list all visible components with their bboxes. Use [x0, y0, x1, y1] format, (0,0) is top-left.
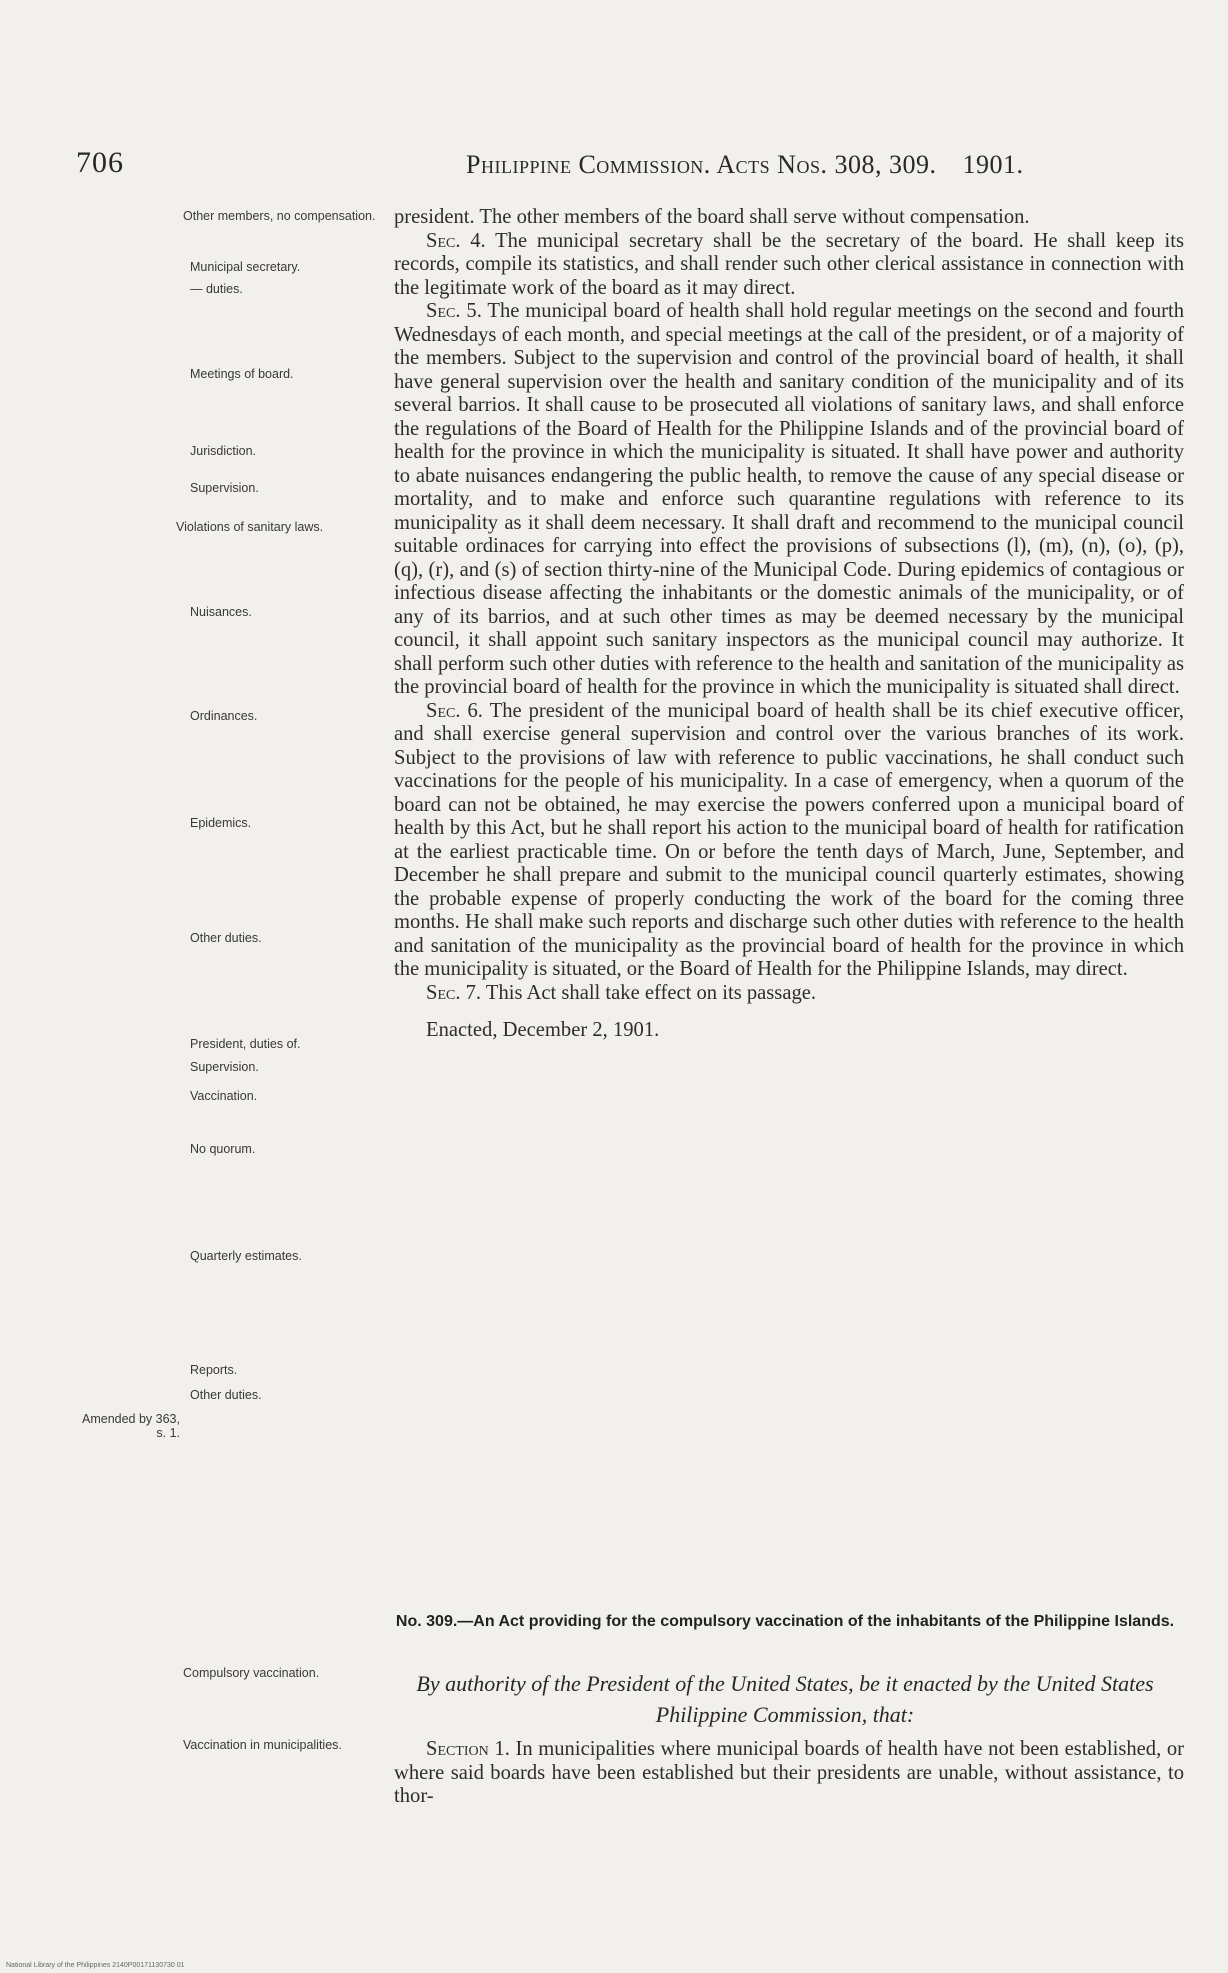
- margin-note-epidemics: Epidemics.: [190, 816, 252, 830]
- margin-note-compulsory: Compulsory vaccination.: [183, 1666, 320, 1680]
- section-4-label: Sec. 4.: [426, 229, 486, 252]
- margin-note-other-members: Other members, no compensation.: [183, 209, 376, 223]
- margin-note-quarterly: Quarterly estimates.: [190, 1249, 302, 1263]
- margin-note-supervision-2: Supervision.: [190, 1060, 259, 1074]
- section-5: [394, 300, 1184, 700]
- margin-note-municipal-secretary: Municipal secretary.: [190, 260, 301, 274]
- running-head-text: Philippine Commission. Acts Nos. 308, 309.: [466, 150, 937, 179]
- margin-note-reports: Reports.: [190, 1363, 238, 1377]
- section-4: [394, 230, 1184, 301]
- act-309-body: [394, 1738, 1184, 1809]
- section-7-label: Sec. 7.: [426, 981, 482, 1004]
- enacted-date: Enacted, December 2, 1901.: [426, 1019, 660, 1041]
- section-7: [394, 982, 1184, 1006]
- margin-note-ordinances: Ordinances.: [190, 709, 258, 723]
- section-5-text: The municipal board of health shall hold regular meetings on the second and fourth Wednesdays of each month, and special meetings at the call of the president, or of a majority of the members. Subject to the supervision and control of the provincial board of health, it shall have general supervision over the health and sanitary condition of the municipality and of its several barrios. It shall cause to be prosecuted all violations of sanitary laws, and shall enforce the regulations of the Board of Health for the Philippine Islands and of the provincial board of health for the province in which the municipality is situated. It shall have power and authority to abate nuisances endangering the public health, to remove the cause of any special disease or mortality, and to make and enforce such quarantine regulations with reference to its municipality as it shall deem necessary. It shall draft and recommend to the municipal council suitable ordinaces for carrying into effect the provisions of subsections (l), (m), (n), (o), (p), (q), (r), and (s) of section thirty-nine of the Municipal Code. During epidemics of contagious or infectious disease affecting the inhabitants or the domestic animals of the municipality, or of any of its barrios, and at such other times as may be deemed necessary by the municipal council, it shall appoint such sanitary inspectors as the municipal council may authorize. It shall perform such other duties with reference to the health and sanitation of the municipality as the provincial board of health for the province in which the municipality is situated shall direct.: [394, 300, 1184, 698]
- section-6-text: The president of the municipal board of health shall be its chief executive officer, and shall exercise general supervision and control over the various branches of its work. Subject to the provisions of law with reference to public vaccinations, he shall conduct such vaccinations for the people of his municipality. In a case of emergency, when a quorum of the board can not be obtained, he may exercise the powers conferred upon a municipal board of health by this Act, but he shall report his action to the municipal board of health for ratification at the earliest practicable time. On or before the tenth days of March, June, September, and December he shall prepare and submit to the municipal council quarterly estimates, showing the probable expense of properly conducting the work of the board for the coming three months. He shall make such reports and discharge such other duties with reference to the health and sanitation of the municipality as the provincial board of health for the province in which the municipality is situated, or the Board of Health for the Philippine Islands, may direct.: [394, 699, 1184, 980]
- page-number: 706: [76, 146, 124, 179]
- section-4-text: The municipal secretary shall be the secretary of the board. He shall keep its records, compile its statistics, and shall render such other clerical assistance in connection with the legitimate work of the board as it may direct.: [394, 229, 1184, 299]
- act-309-section-1-text: In municipalities where municipal boards of health have not been established, or where said boards have been established but their presidents are unable, without assistance, to thor-: [394, 1738, 1184, 1807]
- act-309-section-1-label: Section 1.: [426, 1738, 510, 1760]
- page-header: [76, 146, 1156, 182]
- margin-note-duties: — duties.: [190, 282, 243, 296]
- paragraph-compensation: president. The other members of the board shall serve without compensation.: [394, 206, 1030, 228]
- section-6: [394, 700, 1184, 982]
- margin-note-other-duties: Other duties.: [190, 931, 262, 945]
- margin-note-meetings: Meetings of board.: [190, 367, 294, 381]
- margin-note-violations: Violations of sanitary laws.: [176, 520, 324, 534]
- margin-note-president-duties: President, duties of.: [190, 1037, 301, 1051]
- margin-note-jurisdiction: Jurisdiction.: [190, 444, 256, 458]
- running-head: [466, 150, 1023, 180]
- act-309-title: No. 309.—An Act providing for the compulsory vaccination of the inhabitants of the Philippine Islands.: [395, 1613, 1175, 1630]
- library-stamp: National Library of the Philippines 2140P00171130730 01: [6, 1962, 185, 1969]
- act-309-section-1: [394, 1738, 1184, 1809]
- margin-note-supervision: Supervision.: [190, 481, 259, 495]
- margin-note-vaccination: Vaccination.: [190, 1089, 258, 1103]
- act-309-enacting-clause: By authority of the President of the United States, be it enacted by the United States Philippine Commission, that:: [416, 1671, 1154, 1727]
- margin-note-vaccination-municipalities: Vaccination in municipalities.: [183, 1738, 342, 1752]
- margin-note-no-quorum: No quorum.: [190, 1142, 256, 1156]
- margin-note-amended: Amended by 363, s. 1.: [82, 1412, 180, 1440]
- section-5-label: Sec. 5.: [426, 300, 482, 322]
- margin-note-nuisances: Nuisances.: [190, 605, 252, 619]
- running-head-year: 1901.: [962, 150, 1024, 179]
- act-308-body: [394, 206, 1184, 1043]
- section-7-text: This Act shall take effect on its passage.: [485, 981, 817, 1004]
- margin-note-other-duties-2: Other duties.: [190, 1388, 262, 1402]
- section-6-label: Sec. 6.: [426, 699, 483, 722]
